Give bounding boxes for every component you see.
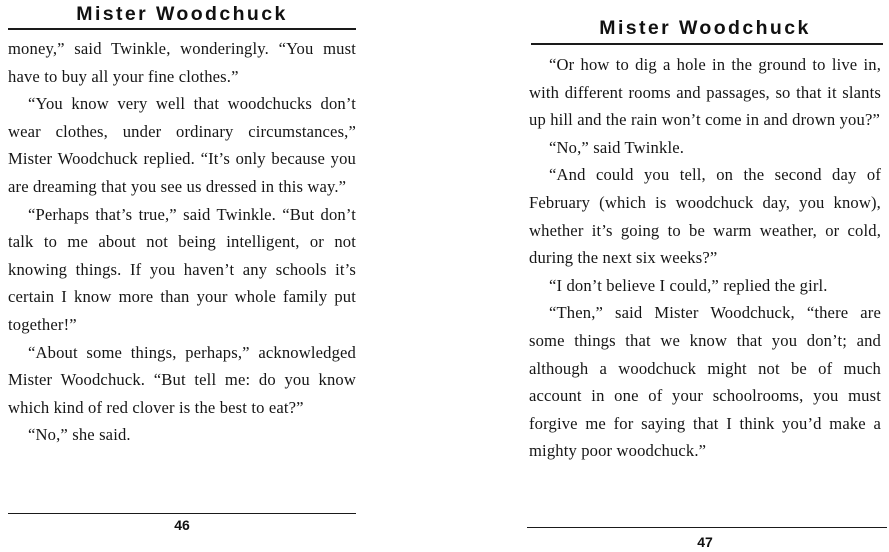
page-body <box>529 51 881 465</box>
paragraph: “I don’t believe I could,” replied the girl. <box>549 275 828 295</box>
paragraph: “About some things, perhaps,” acknowledged Mister Woodchuck. “But tell me: do you know which kind of red clover is the best to eat?” <box>8 342 356 417</box>
paragraph: “Then,” said Mister Woodchuck, “there are some things that we know that you don’t; and although a woodchuck might not be of much account in one of your schoolrooms, you must forgive me for saying that I think you’d make a mighty poor woodchuck.” <box>529 303 881 461</box>
page-number: 47 <box>697 534 713 550</box>
paragraph: money,” said Twinkle, wonderingly. “You must have to buy all your fine clothes.” <box>8 39 356 86</box>
right-page <box>529 0 881 552</box>
paragraph: “You know very well that woodchucks don’t wear clothes, under ordinary circumstances,” Mister Woodchuck replied. “It’s only because you are dreaming that you see us dressed in this way.” <box>8 94 356 196</box>
paragraph: “No,” said Twinkle. <box>549 137 685 157</box>
paragraph: “Or how to dig a hole in the ground to live in, with different rooms and passages, so that it slants up hill and the rain won’t come in and drown you?” <box>529 55 881 130</box>
page-number: 46 <box>174 517 190 533</box>
header-rule <box>8 28 356 30</box>
running-head: Mister Woodchuck <box>76 3 288 25</box>
paragraph: “Perhaps that’s true,” said Twinkle. “But don’t talk to me about not being intelligent, or not knowing things. If you haven’t any schools it’s certain I know more than your whole family put together!” <box>8 204 356 334</box>
paragraph: “No,” she said. <box>28 425 131 445</box>
page-body <box>8 35 356 449</box>
left-page <box>8 0 356 552</box>
footer-rule <box>527 527 887 528</box>
running-head: Mister Woodchuck <box>599 17 811 39</box>
header-rule <box>531 43 883 45</box>
paragraph: “And could you tell, on the second day of February (which is woodchuck day, you know), whether it’s going to be warm weather, or cold, during the next six weeks?” <box>529 165 881 268</box>
footer-rule <box>8 513 356 514</box>
